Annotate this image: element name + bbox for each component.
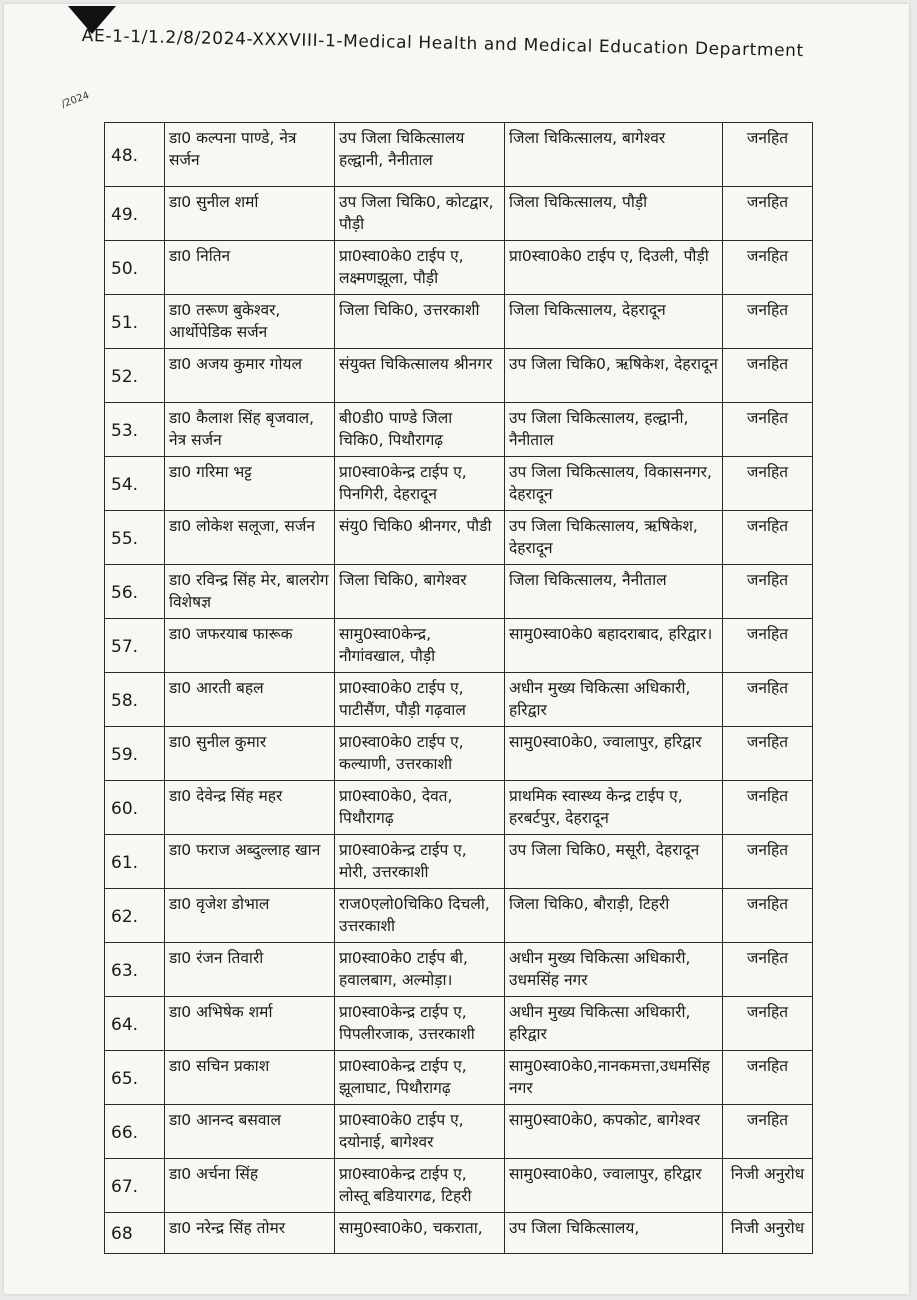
doctor-name-cell: डा0 अर्चना सिंह	[165, 1159, 335, 1213]
transfer-reason-cell: जनहित	[723, 889, 813, 943]
transfer-reason-cell: जनहित	[723, 349, 813, 403]
current-posting-cell: सामु0स्वा0केन्द्र, नौगांवखाल, पौड़ी	[335, 619, 505, 673]
document-page	[4, 4, 909, 1294]
doctor-name-cell: डा0 नरेन्द्र सिंह तोमर	[165, 1213, 335, 1254]
current-posting-cell: बी0डी0 पाण्डे जिला चिकि0, पिथौरागढ़	[335, 403, 505, 457]
serial-number-cell: 53.	[105, 403, 165, 457]
side-date-note: /2024	[60, 90, 91, 111]
table-row	[105, 295, 813, 349]
transfer-reason-cell: जनहित	[723, 727, 813, 781]
current-posting-cell: संयु0 चिकि0 श्रीनगर, पौडी	[335, 511, 505, 565]
transfer-reason-cell: जनहित	[723, 511, 813, 565]
table-row	[105, 187, 813, 241]
doctor-name-cell: डा0 सचिन प्रकाश	[165, 1051, 335, 1105]
serial-number-cell: 51.	[105, 295, 165, 349]
doctor-name-cell: डा0 लोकेश सलूजा, सर्जन	[165, 511, 335, 565]
transfer-reason-cell: जनहित	[723, 943, 813, 997]
transfer-posting-cell: अधीन मुख्य चिकित्सा अधिकारी, उधमसिंह नगर	[505, 943, 723, 997]
doctor-name-cell: डा0 देवेन्द्र सिंह महर	[165, 781, 335, 835]
transfer-posting-cell: अधीन मुख्य चिकित्सा अधिकारी, हरिद्वार	[505, 997, 723, 1051]
table-row	[105, 1051, 813, 1105]
serial-number-cell: 67.	[105, 1159, 165, 1213]
table-row	[105, 349, 813, 403]
doctor-name-cell: डा0 गरिमा भट्ट	[165, 457, 335, 511]
table-row	[105, 1159, 813, 1213]
transfer-posting-cell: जिला चिकित्सालय, बागेश्वर	[505, 123, 723, 187]
current-posting-cell: प्रा0स्वा0के0 टाईप ए, कल्याणी, उत्तरकाशी	[335, 727, 505, 781]
transfer-reason-cell: जनहित	[723, 295, 813, 349]
transfer-posting-cell: उप जिला चिकि0, मसूरी, देहरादून	[505, 835, 723, 889]
transfer-posting-cell: अधीन मुख्य चिकित्सा अधिकारी, हरिद्वार	[505, 673, 723, 727]
table-row	[105, 1213, 813, 1254]
current-posting-cell: प्रा0स्वा0केन्द्र टाईप ए, पिनगिरी, देहरादून	[335, 457, 505, 511]
transfer-posting-cell: उप जिला चिकित्सालय, हल्द्वानी, नैनीताल	[505, 403, 723, 457]
transfer-reason-cell: जनहित	[723, 241, 813, 295]
transfer-reason-cell: निजी अनुरोध	[723, 1159, 813, 1213]
transfer-reason-cell: जनहित	[723, 403, 813, 457]
transfer-table-body	[105, 123, 813, 1254]
current-posting-cell: उप जिला चिकित्सालय हल्द्वानी, नैनीताल	[335, 123, 505, 187]
serial-number-cell: 62.	[105, 889, 165, 943]
current-posting-cell: प्रा0स्वा0केन्द्र टाईप ए, मोरी, उत्तरकाशी	[335, 835, 505, 889]
transfer-posting-cell: उप जिला चिकित्सालय, ऋषिकेश, देहरादून	[505, 511, 723, 565]
table-row	[105, 403, 813, 457]
table-row	[105, 889, 813, 943]
table-row	[105, 619, 813, 673]
current-posting-cell: सामु0स्वा0के0, चकराता,	[335, 1213, 505, 1254]
table-row	[105, 123, 813, 187]
transfer-posting-cell: उप जिला चिकित्सालय, विकासनगर, देहरादून	[505, 457, 723, 511]
doctor-name-cell: डा0 आरती बहल	[165, 673, 335, 727]
doctor-name-cell: डा0 रविन्द्र सिंह मेर, बालरोग विशेषज्ञ	[165, 565, 335, 619]
table-row	[105, 943, 813, 997]
transfer-reason-cell: जनहित	[723, 565, 813, 619]
transfer-reason-cell: जनहित	[723, 619, 813, 673]
transfer-posting-cell: सामु0स्वा0के0 बहादराबाद, हरिद्वार।	[505, 619, 723, 673]
doctor-name-cell: डा0 तरूण बुकेश्वर, आर्थोपेडिक सर्जन	[165, 295, 335, 349]
table-row	[105, 727, 813, 781]
transfer-reason-cell: जनहित	[723, 187, 813, 241]
doctor-name-cell: डा0 कल्पना पाण्डे, नेत्र सर्जन	[165, 123, 335, 187]
doctor-name-cell: डा0 अभिषेक शर्मा	[165, 997, 335, 1051]
current-posting-cell: राज0एलो0चिकि0 दिचली, उत्तरकाशी	[335, 889, 505, 943]
transfer-reason-cell: जनहित	[723, 1051, 813, 1105]
current-posting-cell: प्रा0स्वा0केन्द्र टाईप ए, लोस्तू बडियारगढ, टिहरी	[335, 1159, 505, 1213]
transfer-posting-cell: सामु0स्वा0के0, कपकोट, बागेश्वर	[505, 1105, 723, 1159]
transfer-posting-cell: उप जिला चिकित्सालय,	[505, 1213, 723, 1254]
table-row	[105, 241, 813, 295]
table-row	[105, 673, 813, 727]
current-posting-cell: जिला चिकि0, उत्तरकाशी	[335, 295, 505, 349]
table-row	[105, 511, 813, 565]
serial-number-cell: 57.	[105, 619, 165, 673]
serial-number-cell: 52.	[105, 349, 165, 403]
table-row	[105, 781, 813, 835]
serial-number-cell: 54.	[105, 457, 165, 511]
doctor-name-cell: डा0 फराज अब्दुल्लाह खान	[165, 835, 335, 889]
current-posting-cell: प्रा0स्वा0केन्द्र टाईप ए, झूलाघाट, पिथौरागढ़	[335, 1051, 505, 1105]
transfer-posting-cell: जिला चिकित्सालय, पौड़ी	[505, 187, 723, 241]
doctor-name-cell: डा0 कैलाश सिंह बृजवाल, नेत्र सर्जन	[165, 403, 335, 457]
current-posting-cell: प्रा0स्वा0के0 टाईप ए, लक्ष्मणझूला, पौड़ी	[335, 241, 505, 295]
doctor-name-cell: डा0 नितिन	[165, 241, 335, 295]
transfer-reason-cell: जनहित	[723, 1105, 813, 1159]
current-posting-cell: संयुक्त चिकित्सालय श्रीनगर	[335, 349, 505, 403]
serial-number-cell: 66.	[105, 1105, 165, 1159]
current-posting-cell: उप जिला चिकि0, कोटद्वार, पौड़ी	[335, 187, 505, 241]
serial-number-cell: 50.	[105, 241, 165, 295]
transfer-reason-cell: जनहित	[723, 997, 813, 1051]
serial-number-cell: 55.	[105, 511, 165, 565]
table-row	[105, 997, 813, 1051]
transfer-posting-cell: सामु0स्वा0के0, ज्वालापुर, हरिद्वार	[505, 1159, 723, 1213]
current-posting-cell: प्रा0स्वा0के0 टाईप ए, दयोनाई, बागेश्वर	[335, 1105, 505, 1159]
transfer-reason-cell: जनहित	[723, 673, 813, 727]
transfer-posting-cell: जिला चिकित्सालय, नैनीताल	[505, 565, 723, 619]
serial-number-cell: 64.	[105, 997, 165, 1051]
doctor-name-cell: डा0 जफरयाब फारूक	[165, 619, 335, 673]
current-posting-cell: प्रा0स्वा0केन्द्र टाईप ए, पिपलीरजाक, उत्तरकाशी	[335, 997, 505, 1051]
serial-number-cell: 49.	[105, 187, 165, 241]
table-row	[105, 1105, 813, 1159]
doctor-name-cell: डा0 सुनील शर्मा	[165, 187, 335, 241]
transfer-posting-cell: उप जिला चिकि0, ऋषिकेश, देहरादून	[505, 349, 723, 403]
serial-number-cell: 48.	[105, 123, 165, 187]
table-row	[105, 457, 813, 511]
transfer-reason-cell: जनहित	[723, 781, 813, 835]
transfer-table	[104, 122, 813, 1254]
transfer-reason-cell: जनहित	[723, 835, 813, 889]
transfer-reason-cell: जनहित	[723, 123, 813, 187]
current-posting-cell: प्रा0स्वा0के0, देवत, पिथौरागढ़	[335, 781, 505, 835]
transfer-posting-cell: सामु0स्वा0के0,नानकमत्ता,उधमसिंह नगर	[505, 1051, 723, 1105]
doctor-name-cell: डा0 अजय कुमार गोयल	[165, 349, 335, 403]
table-row	[105, 835, 813, 889]
serial-number-cell: 68	[105, 1213, 165, 1254]
serial-number-cell: 65.	[105, 1051, 165, 1105]
serial-number-cell: 61.	[105, 835, 165, 889]
doctor-name-cell: डा0 रंजन तिवारी	[165, 943, 335, 997]
current-posting-cell: प्रा0स्वा0के0 टाईप बी, हवालबाग, अल्मोड़ा।	[335, 943, 505, 997]
doctor-name-cell: डा0 वृजेश डोभाल	[165, 889, 335, 943]
serial-number-cell: 63.	[105, 943, 165, 997]
serial-number-cell: 58.	[105, 673, 165, 727]
transfer-posting-cell: जिला चिकित्सालय, देहरादून	[505, 295, 723, 349]
serial-number-cell: 60.	[105, 781, 165, 835]
current-posting-cell: जिला चिकि0, बागेश्वर	[335, 565, 505, 619]
doctor-name-cell: डा0 आनन्द बसवाल	[165, 1105, 335, 1159]
serial-number-cell: 56.	[105, 565, 165, 619]
table-row	[105, 565, 813, 619]
transfer-reason-cell: जनहित	[723, 457, 813, 511]
transfer-posting-cell: जिला चिकि0, बौराड़ी, टिहरी	[505, 889, 723, 943]
doctor-name-cell: डा0 सुनील कुमार	[165, 727, 335, 781]
transfer-reason-cell: निजी अनुरोध	[723, 1213, 813, 1254]
current-posting-cell: प्रा0स्वा0के0 टाईप ए, पाटीसैंण, पौड़ी गढ़वाल	[335, 673, 505, 727]
transfer-posting-cell: सामु0स्वा0के0, ज्वालापुर, हरिद्वार	[505, 727, 723, 781]
serial-number-cell: 59.	[105, 727, 165, 781]
transfer-posting-cell: प्रा0स्वा0के0 टाईप ए, दिउली, पौड़ी	[505, 241, 723, 295]
document-reference-header: AE-1-1/1.2/8/2024-XXXVIII-1-Medical Health and Medical Education Department	[81, 26, 804, 62]
transfer-posting-cell: प्राथमिक स्वास्थ्य केन्द्र टाईप ए, हरबर्टपुर, देहरादून	[505, 781, 723, 835]
